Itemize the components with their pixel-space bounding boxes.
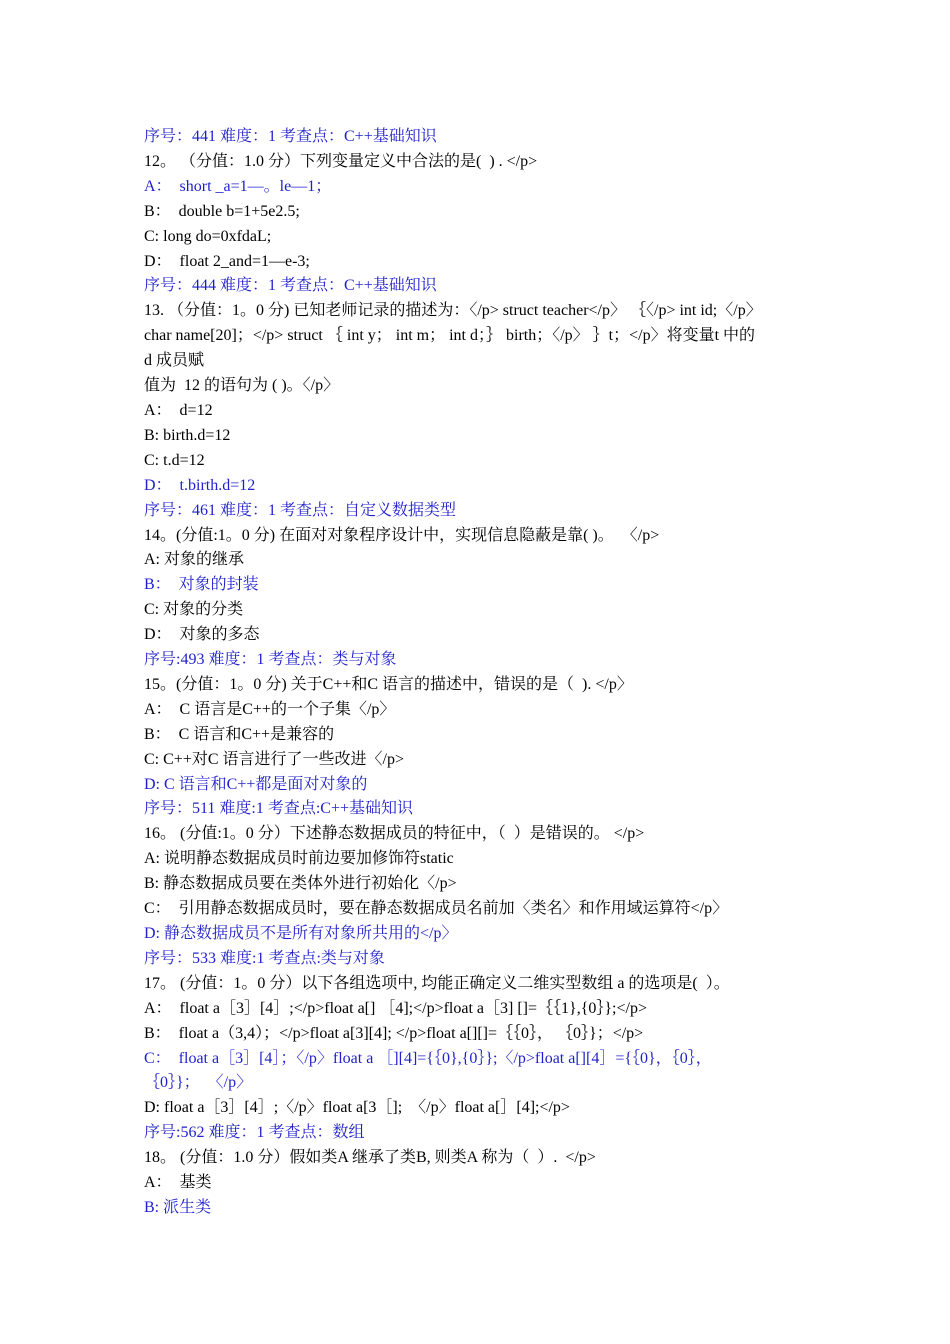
answer-line: C： float a［3］[4］；〈/p〉float a ［][4]={｛0},{0｝};〈/p>float a[][4］={｛0}，｛0｝，	[144, 1049, 712, 1067]
text-line: 17。 (分值：1。0 分）以下各组选项中, 均能正确定义二维实型数组 a 的选项是( ）。	[144, 974, 730, 992]
answer-line: 序号：461 难度：1 考查点：自定义数据类型	[144, 501, 457, 519]
text-line: 12。 （分值：1.0 分）下列变量定义中合法的是( ) . </p>	[144, 152, 538, 170]
text-line: A： 基类	[144, 1174, 212, 1192]
text-line: B： C 语言和C++是兼容的	[144, 725, 335, 743]
answer-line: A： short _a=1—。le—1；	[144, 177, 332, 195]
text-line: D： 对象的多态	[144, 626, 260, 644]
answer-line: D: 静态数据成员不是所有对象所共用的</p〉	[144, 925, 458, 942]
text-line: B： float a（3,4）；</p>float a[3][4]; </p>float a[][]=｛｛0｝， ｛0｝}；</p>	[144, 1024, 644, 1042]
answer-line: 序号:562 难度：1 考查点：数组	[144, 1124, 365, 1142]
text-line: B: birth.d=12	[144, 426, 231, 444]
answer-line: 序号：511 难度:1 考查点:C++基础知识	[144, 800, 414, 818]
text-line: 14。(分值:1。0 分) 在面对对象程序设计中，实现信息隐蔽是靠( )。 〈/p>	[144, 526, 660, 544]
text-line: C: long do=0xfdaL;	[144, 227, 272, 245]
text-line: D： float 2_and=1—e-3;	[144, 252, 310, 270]
text-line: A： float a［3］[4］;</p>float a[] ［4];</p>float a［3] []=｛｛1},{0｝};</p>	[144, 999, 647, 1017]
answer-line: D： t.birth.d=12	[144, 476, 256, 494]
text-line: C： 引用静态数据成员时，要在静态数据成员名前加〈类名〉和作用域运算符</p〉	[144, 900, 729, 918]
text-line: A: 说明静态数据成员时前边要加修饰符static	[144, 850, 454, 868]
answer-line: ｛0｝}； 〈/p〉	[144, 1074, 253, 1092]
answer-line: B： 对象的封装	[144, 576, 259, 594]
text-line: A: 对象的继承	[144, 551, 245, 569]
text-line: C: C++对C 语言进行了一些改进〈/p>	[144, 750, 404, 768]
answer-line: 序号：441 难度：1 考查点：C++基础知识	[144, 128, 437, 145]
text-line: d 成员赋	[144, 352, 205, 370]
text-line: 值为 12 的语句为 ( )。〈/p〉	[144, 377, 340, 395]
text-line: B: 静态数据成员要在类体外进行初始化〈/p>	[144, 875, 457, 893]
text-line: A： C 语言是C++的一个子集〈/p〉	[144, 700, 396, 718]
text-line: D: float a［3］[4］;〈/p〉float a[3［]; 〈/p〉float a[］[4];</p>	[144, 1099, 570, 1117]
text-line: 18。 (分值：1.0 分）假如类A 继承了类B, 则类A 称为（ ）. </p>	[144, 1149, 596, 1167]
text-line: char name[20]；</p> struct ｛ int y； int m； int d；｝ birth；〈/p〉 ｝t；</p〉将变量t 中的	[144, 327, 756, 345]
text-line: C: t.d=12	[144, 451, 205, 469]
answer-line: 序号:493 难度：1 考查点：类与对象	[144, 651, 397, 669]
answer-line: 序号：533 难度:1 考查点:类与对象	[144, 949, 385, 967]
answer-line: 序号：444 难度：1 考查点：C++基础知识	[144, 277, 437, 295]
text-line: C: 对象的分类	[144, 601, 244, 619]
answer-line: B: 派生类	[144, 1198, 212, 1216]
text-line: 13. （分值：1。0 分) 已知老师记录的描述为：〈/p> struct teacher</p〉 ｛〈/p> int id;〈/p〉	[144, 302, 762, 320]
text-line: 15。(分值：1。0 分) 关于C++和C 语言的描述中，错误的是（ ). </p〉	[144, 675, 633, 693]
text-line: A： d=12	[144, 401, 213, 419]
answer-line: D: C 语言和C++都是面对对象的	[144, 775, 368, 793]
text-line: 16。 (分值:1。0 分）下述静态数据成员的特征中，（ ）是错误的。 </p>	[144, 825, 645, 843]
text-line: B： double b=1+5e2.5;	[144, 202, 300, 220]
document-page	[144, 125, 814, 1221]
